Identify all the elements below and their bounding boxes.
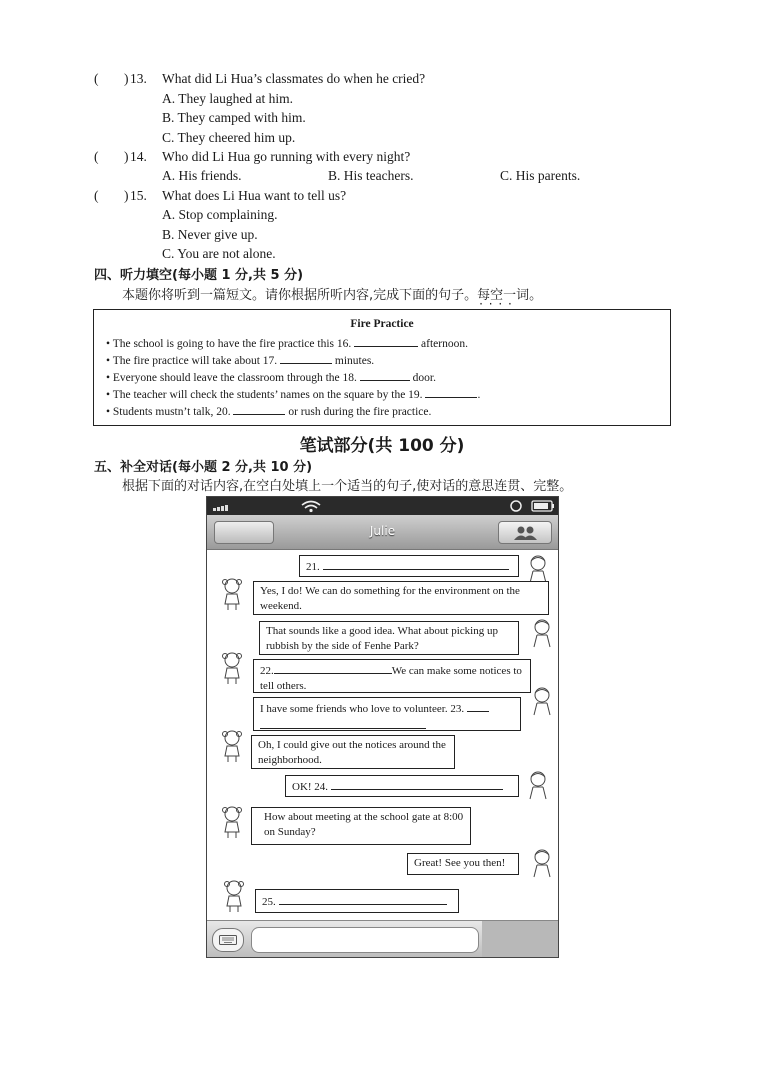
- line-text-end: .: [477, 389, 481, 401]
- message-text: OK! 24.: [292, 781, 329, 793]
- answer-blank-19[interactable]: [425, 386, 477, 398]
- answer-blank-17[interactable]: [280, 352, 332, 364]
- answer-blank-25[interactable]: [279, 893, 447, 905]
- message-number: 22.: [260, 665, 274, 677]
- answer-paren-open: (: [94, 149, 99, 164]
- answer-paren-open: (: [94, 71, 99, 86]
- girl-avatar-icon: [221, 879, 247, 913]
- fire-practice-title: Fire Practice: [350, 318, 414, 330]
- answer-paren-close: ): [124, 71, 129, 86]
- option-c: C. His parents.: [500, 168, 581, 183]
- message-text: 21.: [306, 561, 320, 573]
- fire-practice-line-19: [106, 386, 480, 401]
- girl-avatar-icon: [219, 729, 245, 763]
- question-number: 13.: [130, 71, 147, 86]
- option-c: C. You are not alone.: [162, 246, 276, 261]
- chat-message: How about meeting at the school gate at 8:00 on Sunday?: [251, 807, 471, 845]
- answer-blank-22[interactable]: [274, 662, 392, 674]
- people-icon: [511, 525, 539, 541]
- boy-avatar-icon: [529, 617, 555, 651]
- status-bar: [207, 497, 558, 515]
- section5-title: 五、补全对话(每小题 2 分,共 10 分): [94, 460, 313, 475]
- instruction-end: 。: [529, 288, 543, 303]
- answer-paren-close: ): [124, 188, 129, 203]
- line-text: • Everyone should leave the classroom through the 18.: [106, 372, 357, 384]
- section4-instruction: [122, 284, 542, 303]
- girl-avatar-icon: [219, 805, 245, 839]
- wifi-icon: [302, 502, 320, 509]
- question-text: What did Li Hua’s classmates do when he cried?: [162, 71, 426, 86]
- instruction-emphasis: 每空一词 · · · ·: [477, 288, 529, 303]
- fire-practice-line-16: [106, 335, 468, 350]
- section5-instruction: 根据下面的对话内容,在空白处填上一个适当的句子,使对话的意思连贯、完整。: [122, 479, 573, 494]
- option-c: C. They cheered him up.: [162, 130, 296, 145]
- message-text: I have some friends who love to volunteer. 23.: [260, 703, 465, 715]
- keyboard-icon: [219, 935, 237, 945]
- phone-chat-screen: [206, 496, 559, 958]
- girl-avatar-icon: [219, 651, 245, 685]
- girl-avatar-icon: [219, 577, 245, 611]
- question-text: What does Li Hua want to tell us?: [162, 188, 347, 203]
- line-text: • Students mustn’t talk, 20.: [106, 406, 231, 418]
- answer-blank-23b[interactable]: [260, 717, 426, 729]
- chat-message: Oh, I could give out the notices around the neighborhood.: [251, 735, 455, 769]
- chat-message-21: [299, 555, 519, 577]
- signal-icon: [213, 505, 228, 511]
- rotation-lock-icon: [511, 501, 521, 511]
- boy-avatar-icon: [529, 847, 555, 881]
- chat-message: That sounds like a good idea. What about picking up rubbish by the side of Fenhe Park?: [259, 621, 519, 655]
- option-a: A. His friends.: [162, 168, 242, 183]
- message-text: 25.: [262, 896, 276, 908]
- line-text-end: door.: [412, 372, 436, 384]
- instruction-text: 本题你将听到一篇短文。请你根据所听内容,完成下面的句子。: [122, 288, 478, 303]
- send-button[interactable]: [482, 921, 558, 957]
- line-text-end: or rush during the fire practice.: [288, 406, 432, 418]
- line-text-end: minutes.: [334, 355, 375, 367]
- chat-nav-bar: [207, 515, 558, 550]
- status-bar-icons: [207, 497, 560, 515]
- chat-message-25: [255, 889, 459, 913]
- answer-blank-18[interactable]: [360, 369, 410, 381]
- chat-contact-name: Julie: [369, 524, 396, 538]
- answer-blank-16[interactable]: [354, 335, 418, 347]
- question-number: 14.: [130, 149, 147, 164]
- line-text: • The school is going to have the fire practice this 16.: [106, 338, 352, 350]
- answer-blank-20[interactable]: [233, 403, 285, 415]
- boy-avatar-icon: [529, 685, 555, 719]
- line-text: • The fire practice will take about 17.: [106, 355, 278, 367]
- option-a: A. Stop complaining.: [162, 207, 278, 222]
- option-b: B. His teachers.: [328, 168, 414, 183]
- wifi-dot-icon: [309, 509, 312, 512]
- answer-paren-open: (: [94, 188, 99, 203]
- option-b: B. Never give up.: [162, 227, 258, 242]
- keyboard-toggle-button[interactable]: [212, 928, 244, 952]
- chat-message: Yes, I do! We can do something for the environment on the weekend.: [253, 581, 549, 615]
- contacts-button[interactable]: [498, 521, 552, 544]
- chat-message-24: [285, 775, 519, 797]
- fire-practice-line-17: [106, 352, 374, 367]
- answer-paren-close: ): [124, 149, 129, 164]
- chat-input-bar: [207, 920, 558, 957]
- message-text: We can make some notices to tell others.: [260, 665, 522, 692]
- written-part-title: 笔试部分(共 100 分): [299, 436, 465, 456]
- fire-practice-line-18: [106, 369, 436, 384]
- answer-blank-21[interactable]: [323, 558, 509, 570]
- chat-message: Great! See you then!: [407, 853, 519, 875]
- question-number: 15.: [130, 188, 147, 203]
- chat-message-23: [253, 697, 521, 731]
- question-text: Who did Li Hua go running with every night?: [162, 149, 411, 164]
- chat-message-22: [253, 659, 531, 693]
- boy-avatar-icon: [525, 769, 551, 803]
- answer-blank-24[interactable]: [331, 778, 503, 790]
- line-text-end: afternoon.: [421, 338, 468, 350]
- option-b: B. They camped with him.: [162, 110, 306, 125]
- line-text: • The teacher will check the students’ names on the square by the 19.: [106, 389, 423, 401]
- option-a: A. They laughed at him.: [162, 91, 293, 106]
- message-input[interactable]: [251, 927, 479, 953]
- answer-blank-23a[interactable]: [467, 700, 489, 712]
- fire-practice-line-20: [106, 403, 431, 418]
- section4-title: 四、听力填空(每小题 1 分,共 5 分): [94, 268, 304, 283]
- fire-practice-box: [93, 309, 671, 426]
